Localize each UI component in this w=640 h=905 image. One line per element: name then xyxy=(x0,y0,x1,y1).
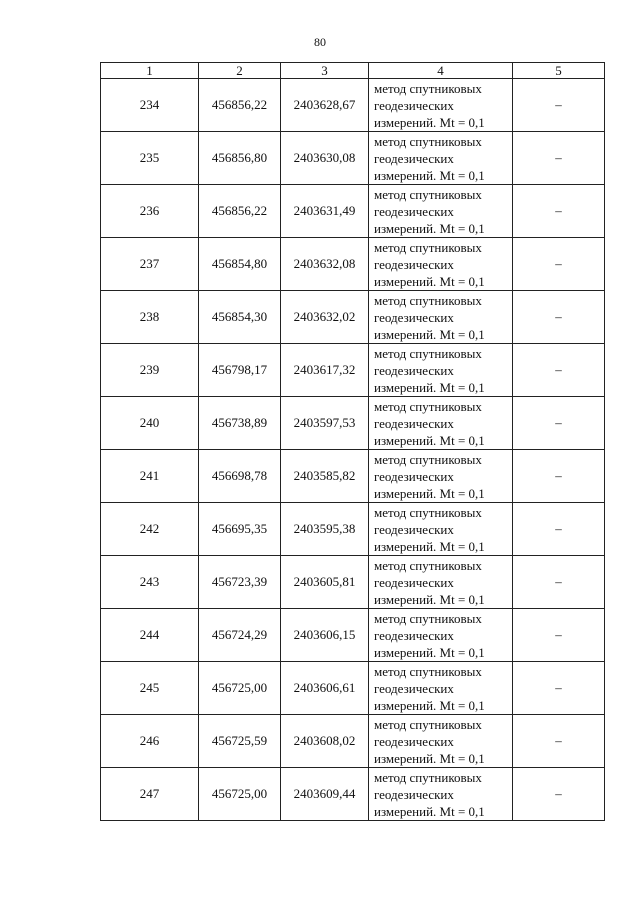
method-line: измерений. Mt = 0,1 xyxy=(374,114,485,130)
x-coordinate-cell: 456724,29 xyxy=(199,609,281,662)
x-coordinate-cell: 456738,89 xyxy=(199,397,281,450)
point-number-cell: 237 xyxy=(101,238,199,291)
method-cell xyxy=(369,503,513,556)
method-line: измерений. Mt = 0,1 xyxy=(374,803,485,819)
method-line: геодезических xyxy=(374,680,454,696)
method-line: измерений. Mt = 0,1 xyxy=(374,591,485,607)
table-row xyxy=(101,132,605,185)
table-row xyxy=(101,768,605,821)
method-line: измерений. Mt = 0,1 xyxy=(374,644,485,660)
x-coordinate-cell: 456725,00 xyxy=(199,768,281,821)
method-cell xyxy=(369,662,513,715)
method-line: геодезических xyxy=(374,786,454,802)
table-row xyxy=(101,662,605,715)
method-line: метод спутниковых xyxy=(374,557,482,573)
method-line: метод спутниковых xyxy=(374,345,482,361)
method-cell xyxy=(369,556,513,609)
table-row xyxy=(101,503,605,556)
x-coordinate-cell: 456856,22 xyxy=(199,79,281,132)
table-row xyxy=(101,609,605,662)
column-header-5: 5 xyxy=(513,63,605,79)
column-5-cell: – xyxy=(513,397,605,450)
y-coordinate-cell: 2403628,67 xyxy=(281,79,369,132)
method-line: измерений. Mt = 0,1 xyxy=(374,326,485,342)
point-number-cell: 247 xyxy=(101,768,199,821)
table-row xyxy=(101,450,605,503)
column-5-cell: – xyxy=(513,132,605,185)
column-5-cell: – xyxy=(513,450,605,503)
method-cell xyxy=(369,238,513,291)
y-coordinate-cell: 2403597,53 xyxy=(281,397,369,450)
column-header-1: 1 xyxy=(101,63,199,79)
method-line: геодезических xyxy=(374,415,454,431)
x-coordinate-cell: 456856,80 xyxy=(199,132,281,185)
method-line: метод спутниковых xyxy=(374,769,482,785)
table-row xyxy=(101,715,605,768)
x-coordinate-cell: 456854,80 xyxy=(199,238,281,291)
method-cell xyxy=(369,132,513,185)
x-coordinate-cell: 456725,59 xyxy=(199,715,281,768)
y-coordinate-cell: 2403630,08 xyxy=(281,132,369,185)
method-cell xyxy=(369,344,513,397)
y-coordinate-cell: 2403617,32 xyxy=(281,344,369,397)
point-number-cell: 235 xyxy=(101,132,199,185)
column-header-3: 3 xyxy=(281,63,369,79)
x-coordinate-cell: 456698,78 xyxy=(199,450,281,503)
y-coordinate-cell: 2403585,82 xyxy=(281,450,369,503)
point-number-cell: 236 xyxy=(101,185,199,238)
method-line: метод спутниковых xyxy=(374,610,482,626)
column-header-2: 2 xyxy=(199,63,281,79)
x-coordinate-cell: 456854,30 xyxy=(199,291,281,344)
column-5-cell: – xyxy=(513,715,605,768)
method-line: измерений. Mt = 0,1 xyxy=(374,485,485,501)
point-number-cell: 245 xyxy=(101,662,199,715)
method-line: геодезических xyxy=(374,256,454,272)
method-line: геодезических xyxy=(374,150,454,166)
column-5-cell: – xyxy=(513,291,605,344)
point-number-cell: 244 xyxy=(101,609,199,662)
method-line: геодезических xyxy=(374,97,454,113)
method-line: измерений. Mt = 0,1 xyxy=(374,697,485,713)
point-number-cell: 242 xyxy=(101,503,199,556)
table-row xyxy=(101,344,605,397)
point-number-cell: 241 xyxy=(101,450,199,503)
page-number: 80 xyxy=(314,35,326,49)
column-5-cell: – xyxy=(513,79,605,132)
x-coordinate-cell: 456856,22 xyxy=(199,185,281,238)
method-line: метод спутниковых xyxy=(374,504,482,520)
point-number-cell: 246 xyxy=(101,715,199,768)
method-cell xyxy=(369,291,513,344)
method-line: геодезических xyxy=(374,309,454,325)
table-row xyxy=(101,397,605,450)
method-line: метод спутниковых xyxy=(374,80,482,96)
y-coordinate-cell: 2403609,44 xyxy=(281,768,369,821)
y-coordinate-cell: 2403631,49 xyxy=(281,185,369,238)
column-5-cell: – xyxy=(513,503,605,556)
table-row xyxy=(101,238,605,291)
method-line: метод спутниковых xyxy=(374,398,482,414)
table-header-row xyxy=(101,63,605,79)
point-number-cell: 240 xyxy=(101,397,199,450)
method-line: геодезических xyxy=(374,468,454,484)
point-number-cell: 239 xyxy=(101,344,199,397)
x-coordinate-cell: 456725,00 xyxy=(199,662,281,715)
method-line: метод спутниковых xyxy=(374,186,482,202)
column-5-cell: – xyxy=(513,768,605,821)
column-5-cell: – xyxy=(513,238,605,291)
y-coordinate-cell: 2403606,61 xyxy=(281,662,369,715)
y-coordinate-cell: 2403608,02 xyxy=(281,715,369,768)
method-line: измерений. Mt = 0,1 xyxy=(374,432,485,448)
method-cell xyxy=(369,397,513,450)
method-cell xyxy=(369,768,513,821)
method-cell xyxy=(369,609,513,662)
method-cell xyxy=(369,185,513,238)
x-coordinate-cell: 456723,39 xyxy=(199,556,281,609)
column-5-cell: – xyxy=(513,556,605,609)
method-line: измерений. Mt = 0,1 xyxy=(374,273,485,289)
point-number-cell: 238 xyxy=(101,291,199,344)
x-coordinate-cell: 456695,35 xyxy=(199,503,281,556)
x-coordinate-cell: 456798,17 xyxy=(199,344,281,397)
method-line: измерений. Mt = 0,1 xyxy=(374,379,485,395)
table-row xyxy=(101,79,605,132)
column-5-cell: – xyxy=(513,185,605,238)
y-coordinate-cell: 2403606,15 xyxy=(281,609,369,662)
point-number-cell: 234 xyxy=(101,79,199,132)
method-cell xyxy=(369,715,513,768)
y-coordinate-cell: 2403632,08 xyxy=(281,238,369,291)
method-line: метод спутниковых xyxy=(374,133,482,149)
method-line: метод спутниковых xyxy=(374,716,482,732)
table-row xyxy=(101,291,605,344)
method-line: метод спутниковых xyxy=(374,239,482,255)
column-5-cell: – xyxy=(513,662,605,715)
method-line: измерений. Mt = 0,1 xyxy=(374,220,485,236)
method-line: геодезических xyxy=(374,203,454,219)
y-coordinate-cell: 2403632,02 xyxy=(281,291,369,344)
column-header-4: 4 xyxy=(369,63,513,79)
column-5-cell: – xyxy=(513,344,605,397)
column-5-cell: – xyxy=(513,609,605,662)
method-line: геодезических xyxy=(374,574,454,590)
method-line: геодезических xyxy=(374,362,454,378)
method-cell xyxy=(369,79,513,132)
method-cell xyxy=(369,450,513,503)
method-line: геодезических xyxy=(374,627,454,643)
method-line: измерений. Mt = 0,1 xyxy=(374,538,485,554)
method-line: измерений. Mt = 0,1 xyxy=(374,167,485,183)
y-coordinate-cell: 2403595,38 xyxy=(281,503,369,556)
y-coordinate-cell: 2403605,81 xyxy=(281,556,369,609)
table-row xyxy=(101,556,605,609)
method-line: геодезических xyxy=(374,521,454,537)
coordinates-table xyxy=(100,62,605,821)
method-line: геодезических xyxy=(374,733,454,749)
table-row xyxy=(101,185,605,238)
method-line: измерений. Mt = 0,1 xyxy=(374,750,485,766)
method-line: метод спутниковых xyxy=(374,292,482,308)
point-number-cell: 243 xyxy=(101,556,199,609)
method-line: метод спутниковых xyxy=(374,663,482,679)
method-line: метод спутниковых xyxy=(374,451,482,467)
